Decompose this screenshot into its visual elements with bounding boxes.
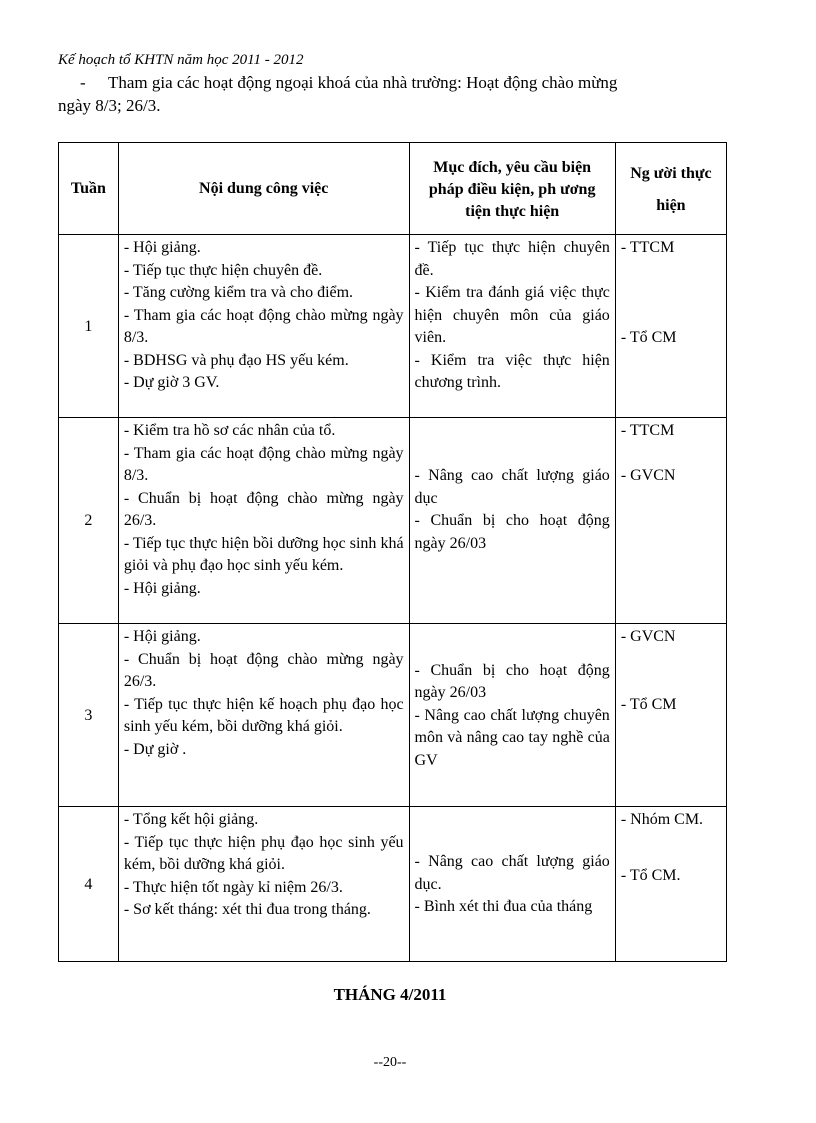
person-item: - GVCN [620, 628, 676, 645]
table-header-row [59, 143, 727, 235]
person-item: - TTCM [620, 239, 675, 256]
content-item: - Tiếp tục thực hiện chuyên đề. [123, 261, 323, 279]
purpose-cell [409, 418, 615, 624]
intro-text-1: Tham gia các hoạt động ngoại khoá của nhà trường: Hoạt động chào mừng [108, 73, 618, 92]
content-item: - BDHSG và phụ đạo HS yếu kém. [123, 351, 349, 369]
purpose-item: - Nâng cao chất lượng chuyên môn và nâng cao tay nghề của GV [414, 706, 610, 769]
content-item: - Thực hiện tốt ngày kỉ niệm 26/3. [123, 878, 343, 896]
header-content: Nội dung công việc [118, 143, 409, 235]
content-item: - Hội giảng. [123, 628, 201, 645]
purpose-item: - Tiếp tục thực hiện chuyên đề. [414, 239, 610, 279]
content-item: - Tham gia các hoạt động chào mừng ngày 8/3. [123, 306, 404, 346]
purpose-item: - Chuẩn bị cho hoạt động ngày 26/03 [414, 661, 610, 702]
table-row [59, 235, 727, 418]
person-cell [615, 807, 726, 962]
person-cell [615, 418, 726, 624]
purpose-item: - Nâng cao chất lượng giáo dục. [414, 853, 610, 893]
person-item: - Tổ CM [620, 329, 677, 346]
content-item: - Tiếp tục thực hiện phụ đạo học sinh yếu kém, bồi dưỡng khá giỏi. [123, 833, 404, 873]
work-plan-table [58, 142, 727, 962]
person-cell [615, 624, 726, 807]
purpose-cell [409, 624, 615, 807]
purpose-item: - Bình xét thi đua của tháng [414, 898, 593, 916]
purpose-item: - Nâng cao chất lượng giáo dục [414, 467, 610, 507]
content-cell [118, 624, 409, 807]
week-cell: 2 [59, 418, 119, 624]
purpose-item: - Kiểm tra đánh giá việc thực hiện chuyên môn của giáo viên. [414, 284, 610, 346]
week-cell: 3 [59, 624, 119, 807]
person-item: - Nhóm CM. [620, 811, 704, 828]
person-item: - Tổ CM [620, 695, 677, 713]
content-item: - Dự giờ 3 GV. [123, 374, 220, 391]
content-item: - Sơ kết tháng: xét thi đua trong tháng. [123, 901, 371, 918]
page-number: --20-- [373, 1055, 407, 1070]
purpose-cell [409, 807, 615, 962]
week-cell: 1 [59, 235, 119, 418]
table-row [59, 418, 727, 624]
content-item: - Tăng cường kiểm tra và cho điểm. [123, 284, 354, 301]
header-purpose: Mục đích, yêu cầu biện pháp điều kiện, ph ương tiện thực hiện [409, 143, 615, 235]
person-cell [615, 235, 726, 418]
week-cell: 4 [59, 807, 119, 962]
table-row [59, 624, 727, 807]
purpose-item: - Chuẩn bị cho hoạt động ngày 26/03 [414, 512, 610, 552]
header-week: Tuần [59, 143, 119, 235]
content-item: - Kiểm tra hồ sơ các nhân của tổ. [123, 422, 336, 439]
purpose-item: - Kiểm tra việc thực hiện chương trình. [414, 351, 610, 391]
header-person: Ng ười thực hiện [615, 143, 726, 235]
content-item: - Tham gia các hoạt động chào mừng ngày 8/3. [123, 444, 404, 484]
content-cell [118, 235, 409, 418]
content-item: - Hội giảng. [123, 579, 201, 597]
content-item: - Tiếp tục thực hiện kế hoạch phụ đạo học sinh yếu kém, bồi dưỡng khá giỏi. [123, 695, 404, 735]
content-item: - Dự giờ . [123, 740, 187, 758]
content-item: - Chuẩn bị hoạt động chào mừng ngày 26/3. [123, 650, 404, 690]
content-item: - Chuẩn bị hoạt động chào mừng ngày 26/3. [123, 489, 404, 529]
content-item: - Tiếp tục thực hiện bồi dưỡng học sinh khá giỏi và phụ đạo học sinh yếu kém. [123, 534, 404, 574]
content-cell [118, 418, 409, 624]
content-cell [118, 807, 409, 962]
month-heading: THÁNG 4/2011 [333, 985, 447, 1004]
document-header: Kế hoạch tổ KHTN năm học 2011 - 2012 [58, 52, 304, 68]
person-item: - TTCM [620, 422, 675, 439]
purpose-cell [409, 235, 615, 418]
person-item: - GVCN [620, 466, 676, 484]
table-row [59, 807, 727, 962]
intro-line-1 [80, 73, 617, 93]
intro-dash: - [80, 73, 86, 92]
content-item: - Tổng kết hội giảng. [123, 811, 259, 828]
intro-line-2: ngày 8/3; 26/3. [58, 96, 161, 115]
content-item: - Hội giảng. [123, 239, 201, 256]
person-item: - Tổ CM. [620, 866, 681, 884]
